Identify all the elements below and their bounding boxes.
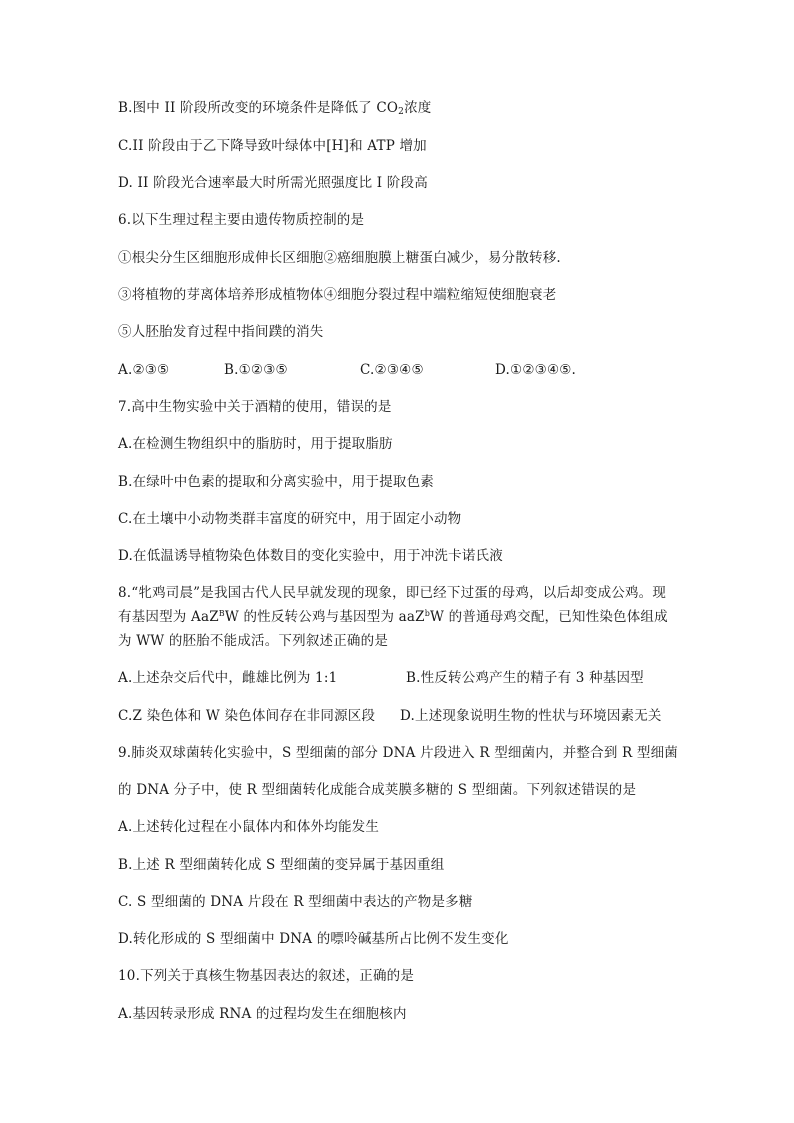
q9-option-c: C. S 型细菌的 DNA 片段在 R 型细菌中表达的产物是多糖 bbox=[118, 894, 473, 910]
q5-option-b bbox=[118, 99, 432, 117]
q6-options bbox=[118, 361, 678, 379]
q8-stem-line-2 bbox=[118, 608, 668, 626]
q8-option-a: A.上述杂交后代中，雌雄比例为 1:1 bbox=[118, 670, 338, 686]
q9-stem-line-2: 的 DNA 分子中，使 R 型细菌转化成能合成荚膜多糖的 S 型细菌。下列叙述错误的是 bbox=[118, 782, 637, 798]
q6-option-a: A.②③⑤ bbox=[118, 362, 170, 378]
q6-stem: 6.以下生理过程主要由遗传物质控制的是 bbox=[118, 212, 365, 228]
q8-option-b: B.性反转公鸡产生的精子有 3 种基因型 bbox=[406, 670, 644, 686]
q9-option-d: D.转化形成的 S 型细菌中 DNA 的嘌呤碱基所占比例不发生变化 bbox=[118, 931, 509, 947]
q8-superscript-b-lower: b bbox=[424, 609, 431, 618]
q8-text-a: 有基因型为 AaZ bbox=[118, 609, 219, 625]
q6-option-d: D.①②③④⑤. bbox=[495, 362, 577, 378]
q7-option-b: B.在绿叶中色素的提取和分离实验中，用于提取色素 bbox=[118, 474, 435, 490]
q8-superscript-b-upper: B bbox=[218, 609, 225, 618]
q6-option-c: C.②③④⑤ bbox=[360, 362, 424, 378]
q7-stem: 7.高中生物实验中关于酒精的使用，错误的是 bbox=[118, 399, 392, 415]
q10-stem: 10.下列关于真核生物基因表达的叙述，正确的是 bbox=[118, 968, 415, 984]
q9-option-b: B.上述 R 型细菌转化成 S 型细菌的变异属于基因重组 bbox=[118, 857, 445, 873]
q8-options-row-2 bbox=[118, 707, 678, 725]
q7-option-a: A.在检测生物组织中的脂肪时，用于提取脂肪 bbox=[118, 436, 393, 452]
q5b-subscript: 2 bbox=[398, 107, 405, 117]
q5-option-d: D. II 阶段光合速率最大时所需光照强度比 I 阶段高 bbox=[118, 175, 428, 191]
q8-text-b: W 的性反转公鸡与基因型为 aaZ bbox=[224, 609, 425, 625]
q8-text-c: W 的普通母鸡交配，已知性染色体组成 bbox=[430, 609, 668, 625]
q5b-text: B.图中 II 阶段所改变的环境条件是降低了 CO bbox=[118, 100, 399, 116]
q5-option-c: C.II 阶段由于乙下降导致叶绿体中[H]和 ATP 增加 bbox=[118, 138, 427, 154]
q5b-text-end: 浓度 bbox=[404, 100, 432, 116]
q10-option-a: A.基因转录形成 RNA 的过程均发生在细胞核内 bbox=[118, 1006, 407, 1022]
q8-stem-line-3: 为 WW 的胚胎不能成活。下列叙述正确的是 bbox=[118, 633, 389, 649]
q6-item-1: ①根尖分生区细胞形成伸长区细胞②癌细胞膜上糖蛋白减少，易分散转移. bbox=[118, 250, 561, 266]
q6-option-b: B.①②③⑤ bbox=[224, 362, 288, 378]
q8-option-c: C.Z 染色体和 W 染色体间存在非同源区段 bbox=[118, 708, 376, 724]
q8-options-row-1 bbox=[118, 669, 678, 687]
q6-item-3: ⑤人胚胎发育过程中指间蹼的消失 bbox=[118, 324, 324, 340]
q8-option-d: D.上述现象说明生物的性状与环境因素无关 bbox=[400, 708, 662, 724]
q8-stem-line-1: 8.“牝鸡司晨”是我国古代人民早就发现的现象，即已经下过蛋的母鸡，以后却变成公鸡。现 bbox=[118, 585, 667, 601]
q9-option-a: A.上述转化过程在小鼠体内和体外均能发生 bbox=[118, 819, 380, 835]
q9-stem-line-1: 9.肺炎双球菌转化实验中，S 型细菌的部分 DNA 片段进入 R 型细菌内，并整合到 R 型细菌 bbox=[118, 745, 678, 761]
q7-option-d: D.在低温诱导植物染色体数目的变化实验中，用于冲洗卡诺氏液 bbox=[118, 548, 503, 564]
q6-item-2: ③将植物的芽离体培养形成植物体④细胞分裂过程中端粒缩短使细胞衰老 bbox=[118, 287, 557, 303]
q7-option-c: C.在土壤中小动物类群丰富度的研究中，用于固定小动物 bbox=[118, 511, 462, 527]
